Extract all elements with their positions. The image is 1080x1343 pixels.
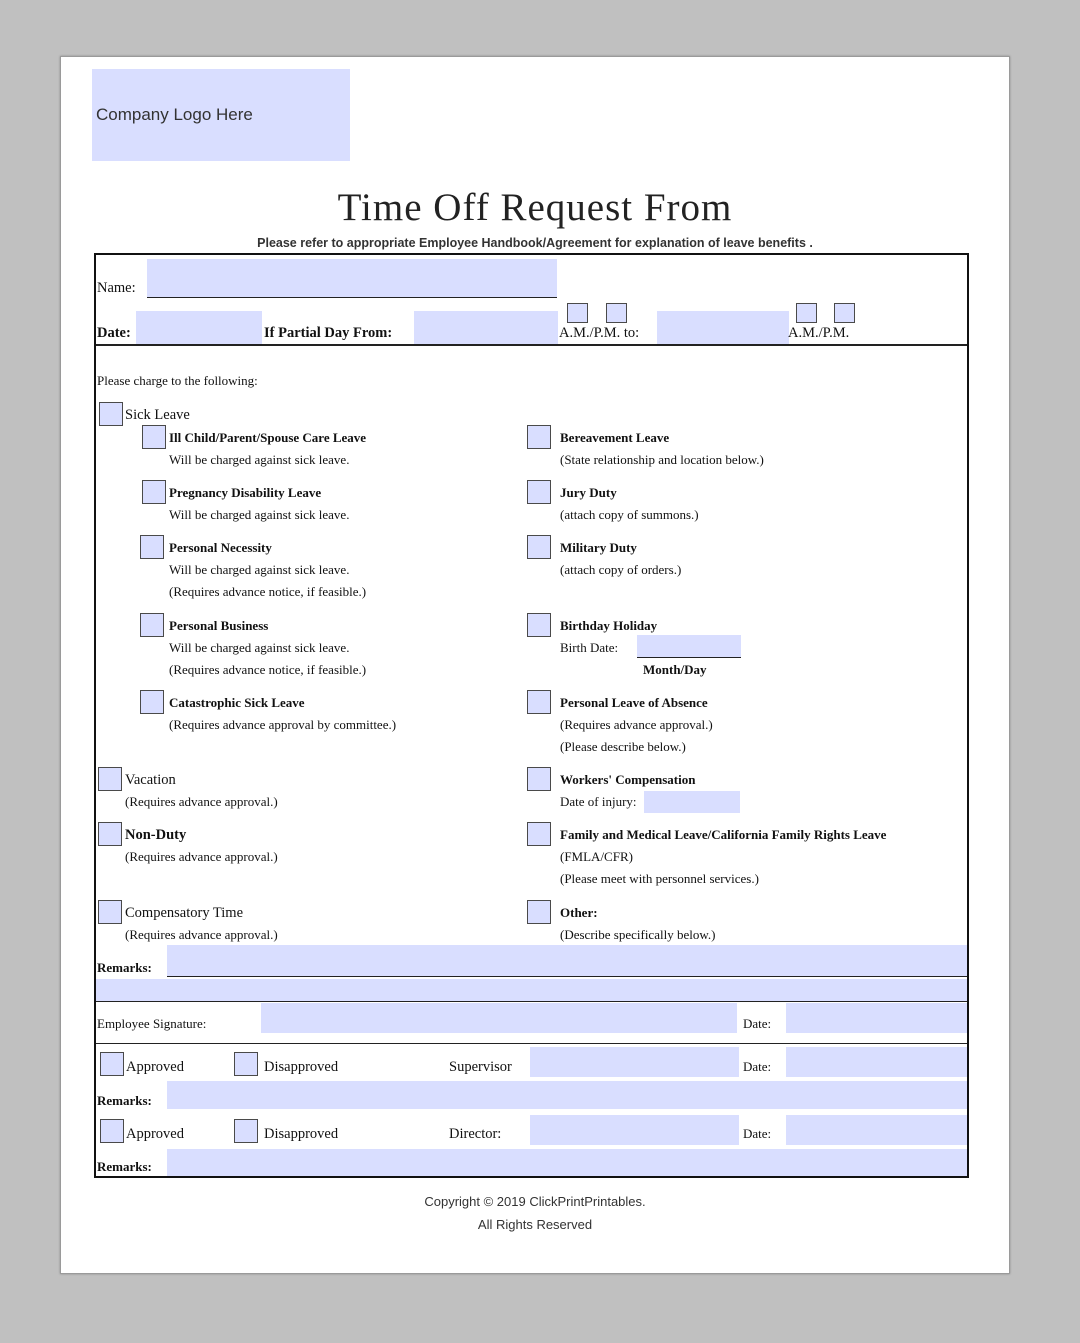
month-day-label: Month/Day: [643, 662, 707, 677]
pregnancy-label: Pregnancy Disability Leave: [169, 485, 322, 500]
director-remarks-label: Remarks:: [97, 1159, 152, 1174]
fmla-note: (Please meet with personnel services.): [560, 871, 759, 886]
from-am-checkbox[interactable]: [567, 303, 588, 323]
name-underline: [147, 297, 557, 298]
director-remarks-field[interactable]: [167, 1149, 967, 1176]
military-duty-note: (attach copy of orders.): [560, 562, 682, 577]
birth-date-label: Birth Date:: [560, 640, 619, 655]
vacation-label: Vacation: [125, 772, 176, 788]
necessity-note-2: (Requires advance notice, if feasible.): [169, 584, 367, 599]
business-note-2: (Requires advance notice, if feasible.): [169, 662, 367, 677]
personal-leave-note-2: (Please describe below.): [560, 739, 686, 754]
nonduty-label: Non-Duty: [125, 827, 187, 843]
partial-day-label: If Partial Day From:: [264, 325, 393, 341]
company-logo-placeholder: [92, 69, 350, 161]
birth-date-field[interactable]: [637, 635, 741, 657]
ill-child-label: Ill Child/Parent/Spouse Care Leave: [169, 430, 367, 445]
date-label: Date:: [97, 325, 131, 341]
form-box: [94, 253, 969, 1178]
ampm-label: A.M./P.M.: [788, 325, 850, 341]
form-page: [60, 56, 1010, 1274]
partial-to-field[interactable]: [657, 311, 789, 345]
director-date-field[interactable]: [786, 1115, 967, 1145]
bereavement-label: Bereavement Leave: [560, 430, 670, 445]
fmla-abbr: (FMLA/CFR): [560, 849, 633, 864]
catastrophic-label: Catastrophic Sick Leave: [169, 695, 305, 710]
ill-child-note: Will be charged against sick leave.: [169, 452, 350, 467]
rights-text: All Rights Reserved: [477, 1217, 593, 1232]
name-label: Name:: [97, 280, 136, 296]
bereavement-checkbox[interactable]: [527, 425, 551, 449]
supervisor-remarks-field[interactable]: [167, 1081, 967, 1109]
employee-date-field[interactable]: [786, 1003, 967, 1033]
nonduty-checkbox[interactable]: [98, 822, 122, 846]
director-label: Director:: [449, 1126, 502, 1142]
partial-from-field[interactable]: [414, 311, 558, 345]
birthday-label: Birthday Holiday: [560, 618, 658, 633]
supervisor-label: Supervisor: [449, 1059, 512, 1075]
supervisor-remarks-label: Remarks:: [97, 1093, 152, 1108]
remarks-underline: [167, 976, 967, 977]
business-checkbox[interactable]: [140, 613, 164, 637]
birthday-checkbox[interactable]: [527, 613, 551, 637]
logo-text: Company Logo Here: [96, 105, 253, 124]
nonduty-note: (Requires advance approval.): [125, 849, 278, 864]
bereavement-note: (State relationship and location below.): [560, 452, 764, 467]
supervisor-disapproved-label: Disapproved: [264, 1059, 339, 1075]
supervisor-disapproved-checkbox[interactable]: [234, 1052, 258, 1076]
from-pm-checkbox[interactable]: [606, 303, 627, 323]
other-note: (Describe specifically below.): [560, 927, 716, 942]
workers-comp-checkbox[interactable]: [527, 767, 551, 791]
remarks-divider: [96, 1001, 967, 1002]
catastrophic-note: (Requires advance approval by committee.): [169, 717, 397, 732]
necessity-label: Personal Necessity: [169, 540, 272, 555]
ampm-to-label: A.M./P.M. to:: [559, 325, 640, 341]
other-label: Other:: [560, 905, 598, 920]
sick-leave-label: Sick Leave: [125, 407, 190, 423]
military-duty-checkbox[interactable]: [527, 535, 551, 559]
necessity-note: Will be charged against sick leave.: [169, 562, 350, 577]
workers-comp-label: Workers' Compensation: [560, 772, 696, 787]
director-approved-checkbox[interactable]: [100, 1119, 124, 1143]
to-am-checkbox[interactable]: [796, 303, 817, 323]
business-label: Personal Business: [169, 618, 269, 633]
director-signature-field[interactable]: [530, 1115, 739, 1145]
remarks-label: Remarks:: [97, 960, 152, 975]
employee-date-label: Date:: [743, 1016, 772, 1031]
employee-signature-label: Employee Signature:: [97, 1016, 207, 1031]
catastrophic-checkbox[interactable]: [140, 690, 164, 714]
form-subtitle: Please refer to appropriate Employee Handbook/Agreement for explanation of leave benefits .: [257, 236, 813, 250]
supervisor-date-field[interactable]: [786, 1047, 967, 1077]
name-field[interactable]: [147, 259, 557, 297]
director-approved-label: Approved: [126, 1126, 184, 1142]
supervisor-signature-field[interactable]: [530, 1047, 739, 1077]
vacation-checkbox[interactable]: [98, 767, 122, 791]
comp-time-note: (Requires advance approval.): [125, 927, 278, 942]
header-divider: [96, 344, 967, 346]
injury-date-field[interactable]: [644, 791, 740, 813]
jury-duty-label: Jury Duty: [560, 485, 617, 500]
to-pm-checkbox[interactable]: [834, 303, 855, 323]
director-disapproved-checkbox[interactable]: [234, 1119, 258, 1143]
other-checkbox[interactable]: [527, 900, 551, 924]
military-duty-label: Military Duty: [560, 540, 637, 555]
supervisor-date-label: Date:: [743, 1059, 772, 1074]
director-disapproved-label: Disapproved: [264, 1126, 339, 1142]
pregnancy-checkbox[interactable]: [142, 480, 166, 504]
personal-leave-checkbox[interactable]: [527, 690, 551, 714]
remarks-field[interactable]: [167, 945, 967, 976]
personal-leave-note: (Requires advance approval.): [560, 717, 713, 732]
personal-leave-label: Personal Leave of Absence: [560, 695, 708, 710]
ill-child-checkbox[interactable]: [142, 425, 166, 449]
signature-divider: [96, 1043, 967, 1044]
form-title: Time Off Request From: [337, 186, 733, 229]
injury-date-label: Date of injury:: [560, 794, 637, 809]
fmla-label: Family and Medical Leave/California Family Rights Leave: [560, 827, 887, 842]
jury-duty-checkbox[interactable]: [527, 480, 551, 504]
copyright-text: Copyright © 2019 ClickPrintPrintables.: [424, 1194, 646, 1209]
date-field[interactable]: [136, 311, 262, 345]
director-date-label: Date:: [743, 1126, 772, 1141]
supervisor-approved-checkbox[interactable]: [100, 1052, 124, 1076]
necessity-checkbox[interactable]: [140, 535, 164, 559]
supervisor-approved-label: Approved: [126, 1059, 184, 1075]
vacation-note: (Requires advance approval.): [125, 794, 278, 809]
sick-leave-checkbox[interactable]: [99, 402, 123, 426]
remarks-field-2[interactable]: [96, 979, 967, 1001]
fmla-checkbox[interactable]: [527, 822, 551, 846]
birth-date-underline: [637, 657, 741, 658]
comp-time-label: Compensatory Time: [125, 905, 244, 921]
pregnancy-note: Will be charged against sick leave.: [169, 507, 350, 522]
comp-time-checkbox[interactable]: [98, 900, 122, 924]
business-note: Will be charged against sick leave.: [169, 640, 350, 655]
charge-label: Please charge to the following:: [97, 373, 258, 388]
employee-signature-field[interactable]: [261, 1003, 737, 1033]
jury-duty-note: (attach copy of summons.): [560, 507, 699, 522]
